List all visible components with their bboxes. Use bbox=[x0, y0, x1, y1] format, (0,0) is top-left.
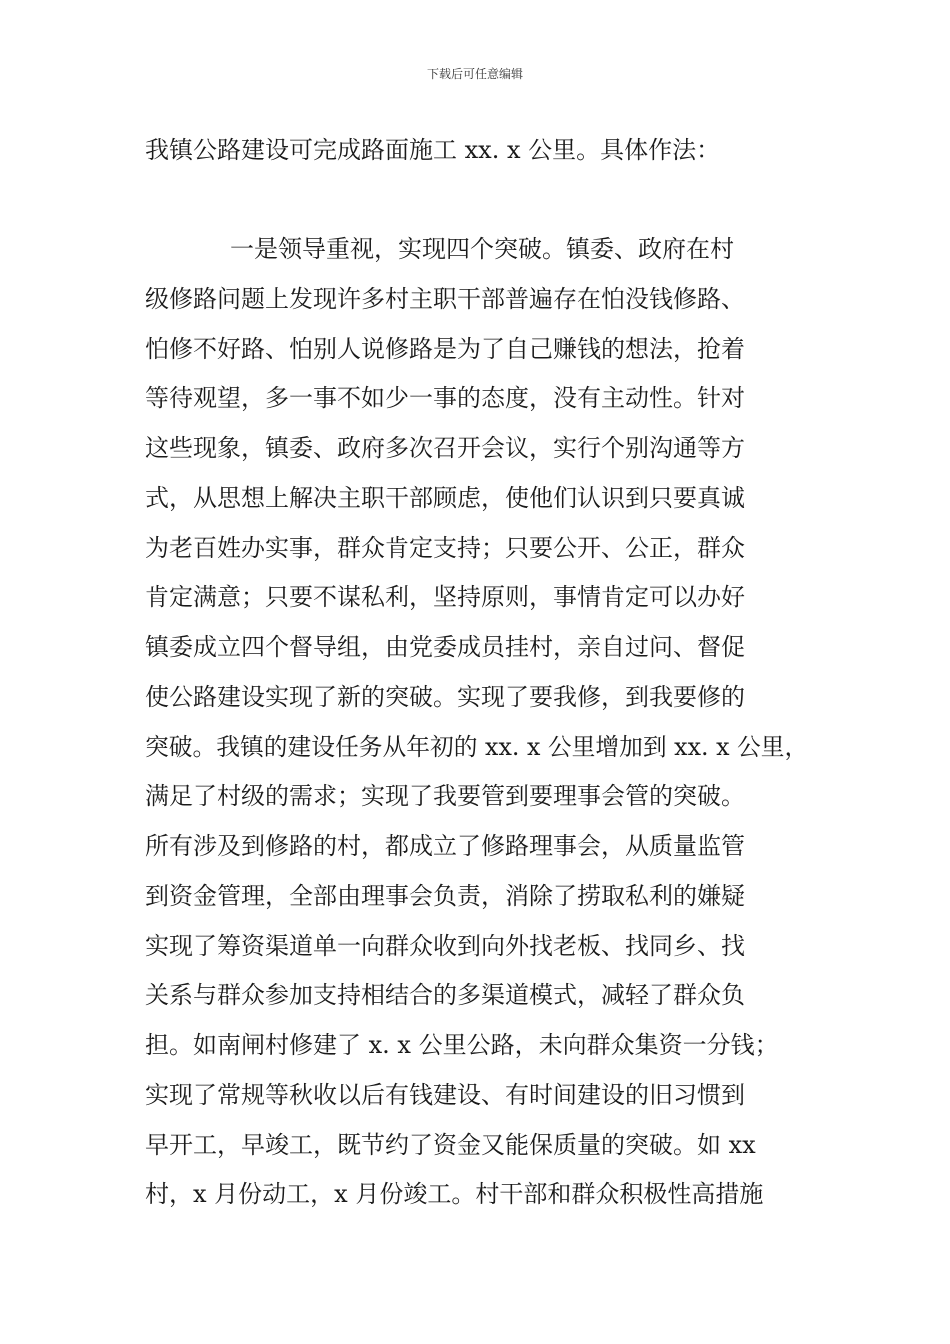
text-line: 这些现象，镇委、政府多次召开会议，实行个别沟通等方 bbox=[145, 434, 745, 462]
text-line: 等待观望，多一事不如少一事的态度，没有主动性。针对 bbox=[145, 384, 745, 412]
text-line: 肯定满意；只要不谋私利，坚持原则，事情肯定可以办好 bbox=[145, 583, 745, 611]
text-line: 级修路问题上发现许多村主职干部普遍存在怕没钱修路、 bbox=[145, 285, 745, 313]
text-line: 使公路建设实现了新的突破。实现了要我修，到我要修的 bbox=[145, 683, 745, 711]
text-line: 到资金管理，全部由理事会负责，消除了捞取私利的嫌疑 bbox=[145, 882, 745, 910]
text-line: 所有涉及到修路的村，都成立了修路理事会，从质量监管 bbox=[145, 832, 745, 860]
text-line: 突破。我镇的建设任务从年初的 xx. x 公里增加到 xx. x 公里， bbox=[145, 733, 809, 761]
text-line: 怕修不好路、怕别人说修路是为了自己赚钱的想法，抢着 bbox=[145, 335, 745, 363]
paragraph-first-line: 一是领导重视，实现四个突破。镇委、政府在村 bbox=[230, 235, 734, 263]
text-line: 村，x 月份动工，x 月份竣工。村干部和群众积极性高措施 bbox=[145, 1180, 764, 1208]
text-line: 为老百姓办实事，群众肯定支持；只要公开、公正，群众 bbox=[145, 534, 745, 562]
text-line: 实现了常规等秋收以后有钱建设、有时间建设的旧习惯到 bbox=[145, 1081, 745, 1109]
text-line: 我镇公路建设可完成路面施工 xx. x 公里。具体作法： bbox=[145, 136, 721, 164]
text-line: 关系与群众参加支持相结合的多渠道模式，减轻了群众负 bbox=[145, 981, 745, 1009]
text-line: 满足了村级的需求；实现了我要管到要理事会管的突破。 bbox=[145, 782, 745, 810]
text-line: 担。如南闸村修建了 x. x 公里公路，未向群众集资一分钱； bbox=[145, 1031, 779, 1059]
text-line: 式，从思想上解决主职干部顾虑，使他们认识到只要真诚 bbox=[145, 484, 745, 512]
text-line: 镇委成立四个督导组，由党委成员挂村，亲自过问、督促 bbox=[145, 633, 745, 661]
text-line: 早开工，早竣工，既节约了资金又能保质量的突破。如 xx bbox=[145, 1131, 756, 1159]
text-line: 实现了筹资渠道单一向群众收到向外找老板、找同乡、找 bbox=[145, 932, 745, 960]
page-header: 下载后可任意编辑 bbox=[426, 67, 523, 81]
